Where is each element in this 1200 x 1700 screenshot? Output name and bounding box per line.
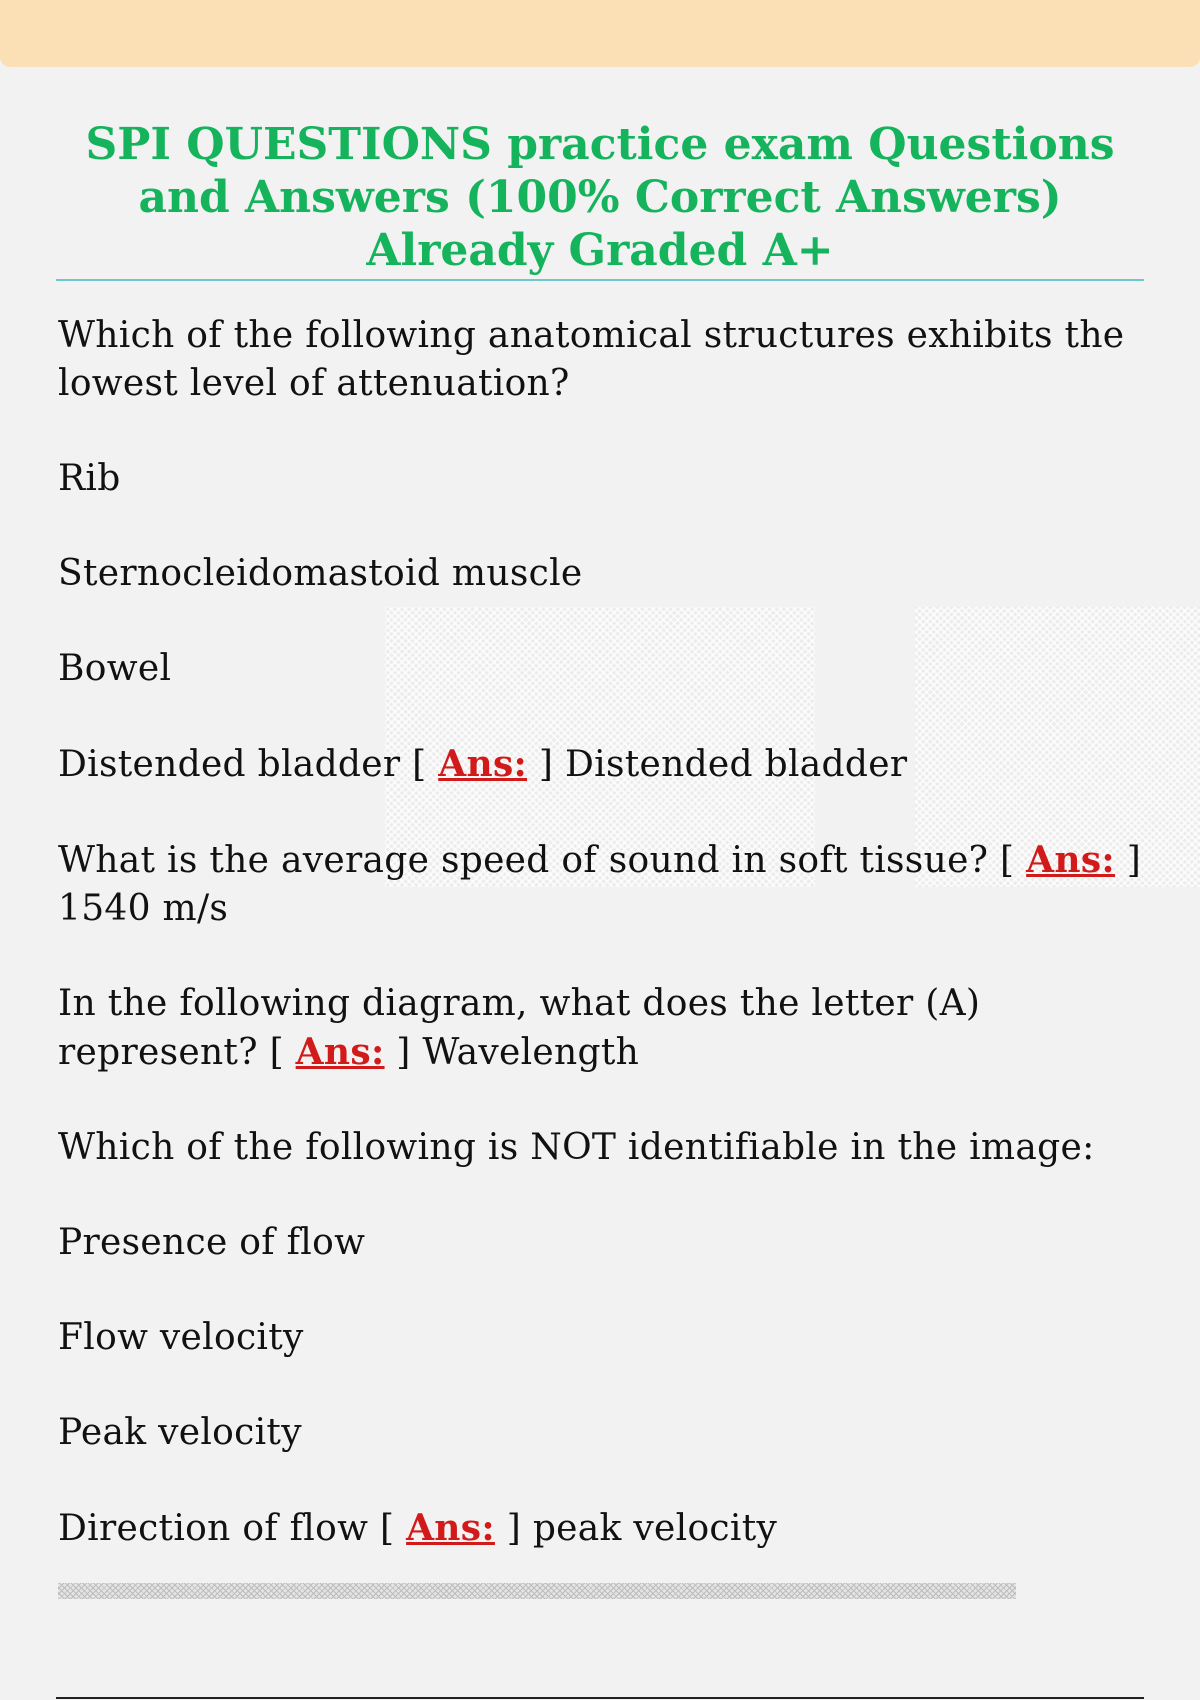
answer-option-with-answer — [58, 740, 1148, 789]
question-with-answer — [58, 836, 1148, 933]
answer-option: Presence of flow — [58, 1222, 366, 1263]
redacted-text-bar — [58, 1583, 1016, 1599]
question-text: Which of the following is NOT identifiable in the image: — [58, 1127, 1095, 1168]
answer-label: Ans: — [438, 743, 528, 785]
answer-option: Bowel — [58, 648, 172, 689]
answer-option: Rib — [58, 458, 121, 499]
answer-label: Ans: — [1026, 839, 1116, 881]
question-with-answer — [58, 980, 1148, 1077]
answer-text: 1540 m/s — [58, 888, 229, 929]
document-title: SPI QUESTIONS practice exam Questions and Answers (100% Correct Answers) Already Graded A+ — [85, 119, 1115, 276]
bracket: [ — [412, 744, 427, 785]
question-text: In the following diagram, what does the letter (A) represent? — [58, 983, 981, 1073]
answer-label: Ans: — [406, 1507, 495, 1549]
bracket: [ — [1000, 840, 1015, 881]
bracket: ] — [1126, 840, 1142, 881]
answer-text: Distended bladder — [564, 744, 908, 785]
option-text: Distended bladder — [58, 744, 401, 785]
question-text: What is the average speed of sound in soft tissue? — [58, 840, 989, 881]
bracket: ] — [506, 1508, 522, 1549]
answer-label: Ans: — [295, 1031, 385, 1073]
bracket: ] — [396, 1032, 411, 1073]
answer-text: peak velocity — [532, 1508, 778, 1549]
qa-content — [58, 312, 1148, 1600]
answer-option: Sternocleidomastoid muscle — [58, 553, 583, 594]
bracket: [ — [379, 1508, 395, 1549]
bracket: ] — [538, 744, 554, 785]
answer-option: Flow velocity — [58, 1317, 304, 1358]
question-text: Which of the following anatomical structures exhibits the lowest level of attenuation? — [58, 315, 1125, 404]
answer-option-with-answer — [58, 1504, 1148, 1553]
answer-text: Wavelength — [422, 1032, 640, 1073]
option-text: Direction of flow — [58, 1508, 369, 1549]
bracket: [ — [269, 1032, 284, 1073]
header-band — [0, 0, 1200, 67]
page-bottom-divider — [56, 1697, 1144, 1699]
title-divider — [56, 279, 1144, 281]
answer-option: Peak velocity — [58, 1412, 302, 1453]
